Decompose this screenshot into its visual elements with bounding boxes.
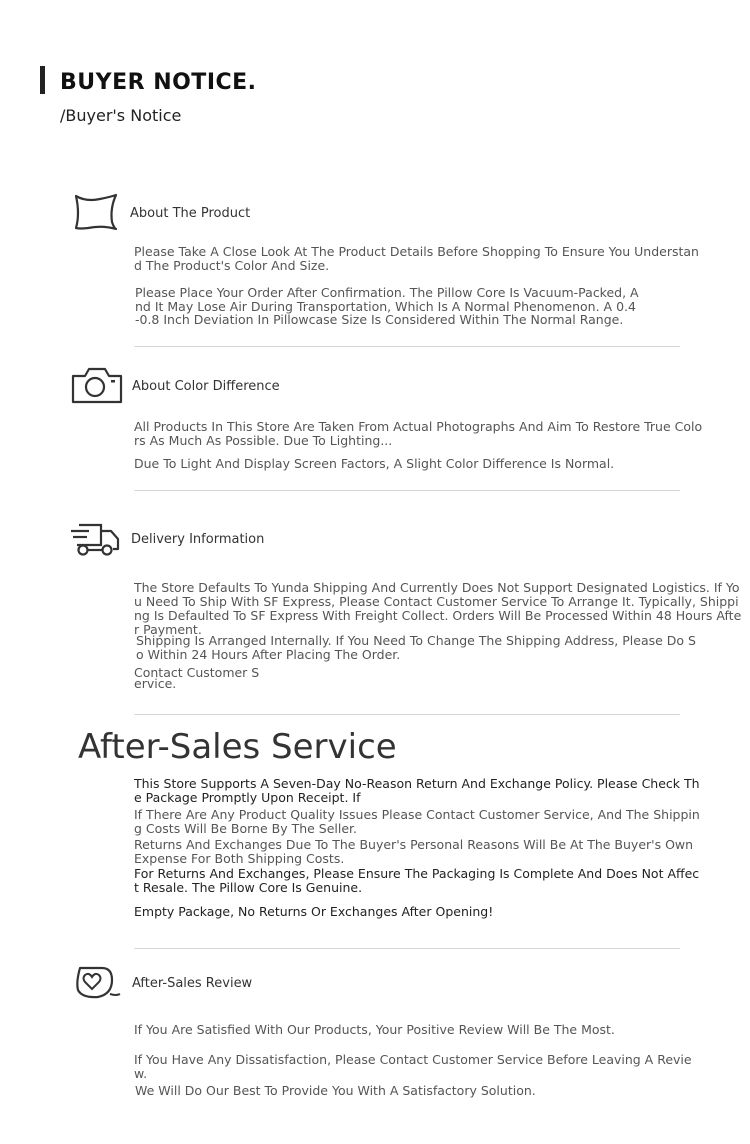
product-paragraph-2: Please Place Your Order After Confirmation. The Pillow Core Is Vacuum-Packed, And It May Lose Air During Transportation, Which Is A Normal Phenomenon. A 0.4-0.8 Inch Deviation In Pillowcase Size Is Considered Within The Normal Range.	[135, 285, 639, 327]
color-paragraph-1: All Products In This Store Are Taken From Actual Photographs And Aim To Restore True Colors As Much As Possible. Due To Lighting...	[134, 419, 703, 448]
truck-icon	[69, 521, 121, 557]
divider	[134, 490, 680, 491]
heart-bag-icon	[74, 964, 122, 1002]
after-sales-paragraph-2: If There Are Any Product Quality Issues Please Contact Customer Service, And The Shipping Costs Will Be Borne By The Seller.	[134, 807, 700, 836]
review-paragraph-3: We Will Do Our Best To Provide You With A Satisfactory Solution.	[135, 1083, 536, 1098]
delivery-paragraph-1: The Store Defaults To Yunda Shipping And Currently Does Not Support Designated Logistics. If You Need To Ship With SF Express, Please Contact Customer Service To Arrange It. Typically, Shipping Is Defaulted To SF Express With Freight Collect. Orders Will Be Processed Within 48 Hours After Payment.	[134, 580, 742, 637]
divider	[134, 948, 680, 949]
after-sales-paragraph-3: Returns And Exchanges Due To The Buyer's Personal Reasons Will Be At The Buyer's Own Expense For Both Shipping Costs.	[134, 837, 694, 866]
section-title-product: About The Product	[130, 206, 251, 221]
divider	[134, 346, 680, 347]
review-paragraph-1: If You Are Satisfied With Our Products, Your Positive Review Will Be The Most.	[134, 1022, 615, 1037]
delivery-paragraph-2: Shipping Is Arranged Internally. If You Need To Change The Shipping Address, Please Do So Within 24 Hours After Placing The Order.	[136, 633, 696, 662]
color-paragraph-2: Due To Light And Display Screen Factors, A Slight Color Difference Is Normal.	[134, 456, 615, 471]
after-sales-paragraph-1: This Store Supports A Seven-Day No-Reason Return And Exchange Policy. Please Check The Package Promptly Upon Receipt. If	[134, 776, 700, 805]
page-subtitle: /Buyer's Notice	[60, 106, 182, 125]
after-sales-paragraph-5: Empty Package, No Returns Or Exchanges After Opening!	[134, 904, 494, 919]
product-paragraph-1: Please Take A Close Look At The Product Details Before Shopping To Ensure You Understand The Product's Color And Size.	[134, 244, 699, 273]
page-title: BUYER NOTICE.	[60, 70, 257, 95]
review-paragraph-2: If You Have Any Dissatisfaction, Please Contact Customer Service Before Leaving A Review.	[134, 1052, 692, 1081]
section-title-after-sales: After-Sales Service	[78, 727, 397, 767]
section-title-review: After-Sales Review	[132, 976, 253, 991]
section-title-color: About Color Difference	[132, 379, 280, 394]
section-title-delivery: Delivery Information	[131, 532, 265, 547]
delivery-paragraph-3: Contact Customer Service.	[134, 665, 260, 691]
camera-icon	[71, 366, 123, 404]
pillow-icon	[72, 192, 118, 232]
after-sales-paragraph-4: For Returns And Exchanges, Please Ensure The Packaging Is Complete And Does Not Affect Resale. The Pillow Core Is Genuine.	[134, 866, 700, 895]
title-accent-bar	[40, 66, 45, 94]
divider	[134, 714, 680, 715]
